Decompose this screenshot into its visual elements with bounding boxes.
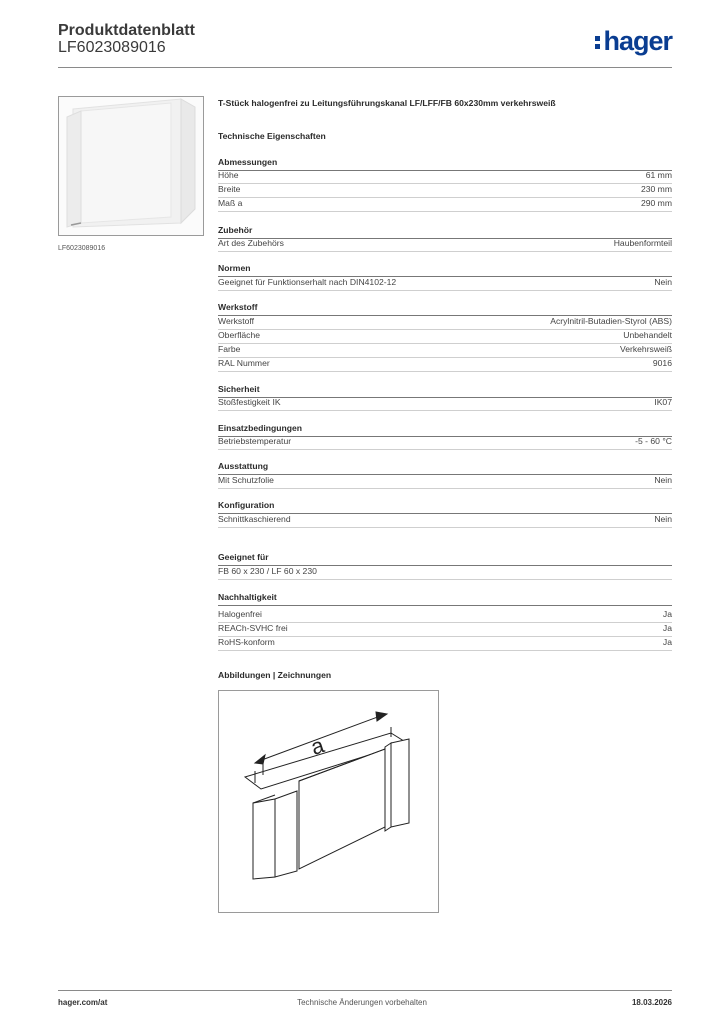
logo-text: hager [603, 26, 672, 56]
table-row [218, 637, 672, 651]
row-label: Werkstoff [218, 316, 254, 326]
row-value: Ja [662, 609, 672, 619]
row-value: Ja [662, 623, 672, 633]
section-title-sicherheit: Sicherheit [218, 384, 672, 398]
row-label: RoHS-konform [218, 637, 275, 647]
row-label: REACh-SVHC frei [218, 623, 288, 633]
product-image [58, 96, 204, 236]
section-title-normen: Normen [218, 263, 672, 277]
table-row [218, 344, 672, 358]
row-value: Nein [654, 514, 672, 524]
section-title-konfiguration: Konfiguration [218, 500, 672, 514]
table-row [218, 566, 672, 580]
table-row [218, 170, 672, 184]
section-title-ausstattung: Ausstattung [218, 461, 672, 475]
row-value: Nein [654, 277, 672, 287]
footer-notice: Technische Änderungen vorbehalten [297, 998, 427, 1007]
row-label: Höhe [218, 170, 239, 180]
table-row [218, 316, 672, 330]
product-number: LF6023089016 [58, 39, 166, 56]
section-title-einsatzbedingungen: Einsatzbedingungen [218, 423, 672, 437]
row-value: Acrylnitril-Butadien-Styrol (ABS) [550, 316, 672, 326]
row-value: IK07 [654, 397, 672, 407]
table-row [218, 238, 672, 252]
row-label: Mit Schutzfolie [218, 475, 274, 485]
logo-colon-icon [595, 33, 601, 52]
table-row [218, 514, 672, 528]
section-title-abbildungen: Abbildungen | Zeichnungen [218, 670, 332, 680]
table-row [218, 609, 672, 623]
section-title-abmessungen: Abmessungen [218, 157, 672, 171]
table-row [218, 330, 672, 344]
row-value: 290 mm [640, 198, 672, 208]
footer-date: 18.03.2026 [631, 998, 672, 1007]
row-label: FB 60 x 230 / LF 60 x 230 [218, 566, 317, 576]
row-label: Betriebstemperatur [218, 436, 292, 446]
section-title-zubehoer: Zubehör [218, 225, 672, 239]
row-value: Verkehrsweiß [619, 344, 672, 354]
section-title-geeignet-fuer: Geeignet für [218, 552, 672, 566]
dimension-label: a [307, 732, 328, 760]
row-value: Unbehandelt [623, 330, 672, 340]
row-value: Haubenformteil [613, 238, 672, 248]
document-title: Produktdatenblatt [58, 22, 195, 39]
product-description: T-Stück halogenfrei zu Leitungsführungskanal LF/LFF/FB 60x230mm verkehrsweiß [218, 98, 556, 108]
row-label: Oberfläche [218, 330, 261, 340]
section-title-werkstoff: Werkstoff [218, 302, 672, 316]
row-label: Art des Zubehörs [218, 238, 284, 248]
table-row [218, 475, 672, 489]
row-value: Nein [654, 475, 672, 485]
table-row [218, 397, 672, 411]
footer-divider [58, 990, 672, 991]
hager-logo[interactable] [595, 26, 672, 56]
technical-properties-heading: Technische Eigenschaften [218, 131, 326, 141]
table-row [218, 623, 672, 637]
footer-website-link[interactable]: hager.com/at [58, 998, 108, 1007]
row-value: Ja [662, 637, 672, 647]
row-label: Maß a [218, 198, 243, 208]
header-divider [58, 67, 672, 68]
table-row [218, 436, 672, 450]
table-row [218, 198, 672, 212]
table-row [218, 277, 672, 291]
table-row [218, 184, 672, 198]
row-label: RAL Nummer [218, 358, 270, 368]
row-value: 9016 [652, 358, 672, 368]
row-label: Geeignet für Funktionserhalt nach DIN4102-12 [218, 277, 397, 287]
row-label: Farbe [218, 344, 241, 354]
row-label: Schnittkaschierend [218, 514, 291, 524]
row-value: -5 - 60 °C [635, 436, 672, 446]
table-row [218, 358, 672, 372]
row-value: 230 mm [640, 184, 672, 194]
row-label: Breite [218, 184, 241, 194]
row-label: Stoßfestigkeit IK [218, 397, 281, 407]
technical-drawing [218, 690, 439, 913]
row-label: Halogenfrei [218, 609, 262, 619]
row-value: 61 mm [645, 170, 672, 180]
section-title-nachhaltigkeit: Nachhaltigkeit [218, 592, 672, 606]
image-caption: LF6023089016 [58, 245, 106, 252]
